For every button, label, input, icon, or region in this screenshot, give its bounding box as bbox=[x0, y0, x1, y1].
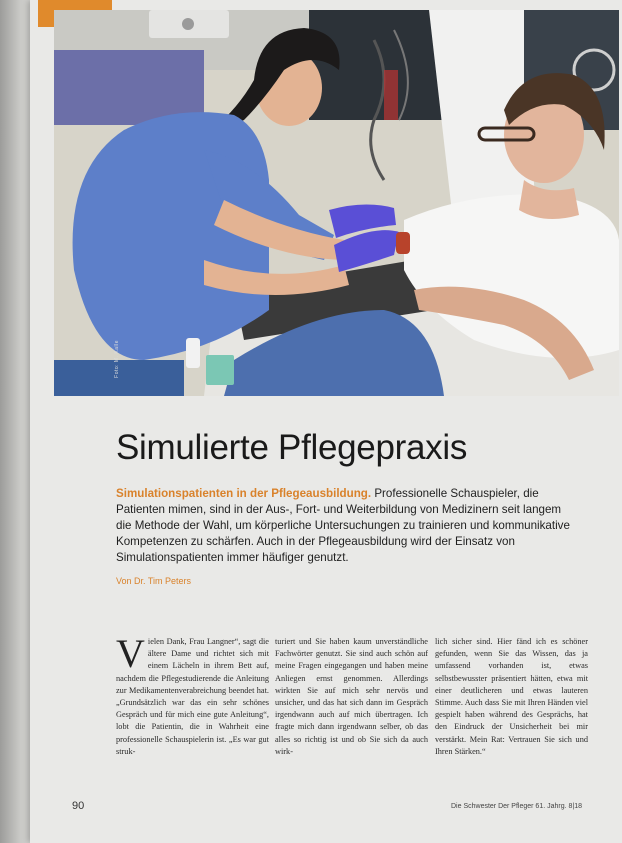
journal-reference: Die Schwester Der Pfleger 61. Jahrg. 8|18 bbox=[451, 803, 582, 810]
article-title: Simulierte Pflegepraxis bbox=[116, 428, 468, 467]
body-column-1-text: ielen Dank, Frau Langner“, sagt die ältere Dame und richtet sich mit einem Lächeln in ihrem Bett auf, nachdem die Pflegestudierende die Anleitung zur Medikamentenverabreichung beendet hat. „Grundsätzlich war das ein sehr schönes Gespräch und für mich eine gute Anleitung“, lobt die Patientin, die in Wahrheit eine professionelle Schauspielerin ist. „Es war gut struk- bbox=[116, 637, 269, 756]
article-intro bbox=[116, 486, 576, 566]
drop-cap: V bbox=[116, 631, 145, 676]
intro-text: Professionelle Schauspieler, die Patienten mimen, sind in der Aus-, Fort- und Weiterbildung von Medizinern seit langem die Methode der Wahl, um körperliche Untersuchungen zu trainieren und kommunikative Kompetenzen zu schärfen. Auch in der Pflegeausbildung wird der Einsatz von Simulationspatienten immer häufiger genutzt. bbox=[116, 487, 570, 564]
photo-credit: Foto: M. Kalle bbox=[114, 340, 120, 378]
body-column-1 bbox=[116, 631, 269, 758]
intro-kicker: Simulationspatienten in der Pflegeausbildung. bbox=[116, 487, 372, 500]
body-column-2: turiert und Sie haben kaum unverständliche Fachwörter genutzt. Sie sind auch schön auf meine Fragen eingegangen und haben meine Anliegen ernst genommen. Allerdings wirkten Sie auf mich sehr nervös und unsicher, und das hat sich dann im Gespräch irgendwann auch auf mich übertragen. Ich fragte mich dann irgendwann selber, ob das alles so richtig ist und ob Sie sich da auch wirk- bbox=[275, 637, 428, 756]
body-column-3: lich sicher sind. Hier fänd ich es schöner gefunden, wenn Sie das Wissen, das ja umfassend vorhanden ist, etwas selbstbewusster präsentiert hätten, etwa mit einer deutlicheren und etwas lauteren Stimme. Auch dass Sie mit Ihren Händen viel gespielt haben während des Gesprächs, hat den Eindruck der Unsicherheit bei mir verstärkt. Mein Rat: Vertrauen Sie sich und Ihren Stärken.“ bbox=[435, 637, 588, 756]
author-byline: Von Dr. Tim Peters bbox=[116, 576, 192, 586]
page-number: 90 bbox=[72, 800, 85, 812]
photo bbox=[54, 10, 619, 396]
